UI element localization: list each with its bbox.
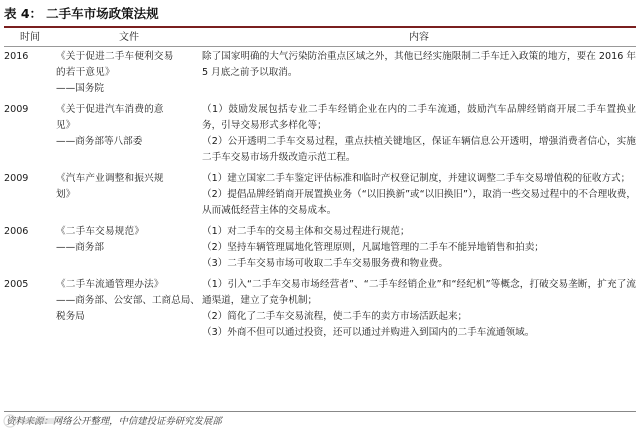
footer-divider bbox=[4, 411, 636, 412]
content-item: 除了国家明确的大气污染防治重点区域之外，其他已经实施限制二手车迁入政策的地方，要在 2016 年 5 月底之前予以取消。 bbox=[202, 51, 636, 78]
row-year: 2005 bbox=[4, 279, 29, 290]
row-document bbox=[56, 47, 202, 101]
row-year: 2006 bbox=[4, 226, 29, 237]
content-item: （1）鼓励发展包括专业二手车经销企业在内的二手车流通，鼓励汽车品牌经销商开展二手车置换业务，引导交易形式多样化等； bbox=[202, 104, 636, 131]
row-content bbox=[202, 222, 636, 275]
document-title-line: 《关于促进二手车便利交易 bbox=[56, 51, 174, 62]
row-content bbox=[202, 169, 636, 222]
content-item: （1）引入“二手车交易市场经营者”、“二手车经销企业”和“经纪机”等概念，打破交易垄断，扩充了流通渠道，建立了竞争机制； bbox=[202, 279, 636, 306]
document-title-line: 划》 bbox=[56, 189, 76, 200]
header-content: 内容 bbox=[202, 29, 636, 47]
header-year: 时间 bbox=[4, 29, 56, 47]
row-document bbox=[56, 275, 202, 344]
content-item: （2）公开透明二手车交易过程，重点扶植关键地区，保证车辆信息公开透明，增强消费者信心，实施二手车交易市场升级改造示范工程。 bbox=[202, 136, 636, 163]
table-row bbox=[4, 47, 636, 101]
row-document bbox=[56, 222, 202, 275]
row-document bbox=[56, 169, 202, 222]
row-content bbox=[202, 275, 636, 344]
document-title-line: 《关于促进汽车消费的意 bbox=[56, 104, 164, 115]
table-row bbox=[4, 222, 636, 275]
header-row bbox=[4, 29, 636, 47]
content-item: （2）简化了二手车交易流程，使二手车的卖方市场活跃起来； bbox=[202, 311, 468, 322]
row-content bbox=[202, 47, 636, 101]
document-title-line: 的若干意见》 bbox=[56, 67, 115, 78]
table-title-text: 二手车市场政策法规 bbox=[46, 6, 159, 21]
table-row bbox=[4, 275, 636, 344]
table-title bbox=[4, 4, 636, 28]
row-document bbox=[56, 100, 202, 169]
policy-table bbox=[4, 29, 636, 344]
document-title-line: 《二手车流通管理办法》 bbox=[56, 279, 164, 290]
row-year: 2009 bbox=[4, 173, 29, 184]
content-item: （1）对二手车的交易主体和交易过程进行规范； bbox=[202, 226, 410, 237]
source-note: 资料来源：网络公开整理，中信建投证券研究发展部 bbox=[6, 416, 222, 427]
document-issuer: ——商务部等八部委 bbox=[56, 136, 143, 147]
document-title-line: 《二手车交易规范》 bbox=[56, 226, 145, 237]
table-number: 表 4： bbox=[4, 6, 43, 21]
row-content bbox=[202, 100, 636, 169]
content-item: （2）坚持车辆管理属地化管理原则，凡属地管理的二手车不能异地销售和拍卖； bbox=[202, 242, 544, 253]
content-item: （3）二手车交易市场可收取二手车交易服务费和物业费。 bbox=[202, 258, 448, 269]
content-item: （1）建立国家二手车鉴定评估标准和临时产权登记制度，并建议调整二手车交易增值税的征收方式； bbox=[202, 173, 631, 184]
row-year: 2016 bbox=[4, 51, 29, 62]
content-item: （2）提倡品牌经销商开展置换业务（“以旧换新”或“以旧换旧”），取消一些交易过程中的不合理收费，从而减低经营主体的交易成本。 bbox=[202, 189, 636, 216]
table-row bbox=[4, 169, 636, 222]
document-title-line: 见》 bbox=[56, 120, 76, 131]
header-doc: 文件 bbox=[56, 29, 202, 47]
document-title-line: 《汽车产业调整和振兴规 bbox=[56, 173, 164, 184]
content-item: （3）外商不但可以通过投资，还可以通过并购进入到国内的二手车流通领域。 bbox=[202, 327, 535, 338]
table-row bbox=[4, 100, 636, 169]
document-issuer: ——商务部、公安部、工商总局、税务局 bbox=[56, 295, 200, 322]
document-issuer: ——国务院 bbox=[56, 83, 104, 94]
document-issuer: ——商务部 bbox=[56, 242, 104, 253]
row-year: 2009 bbox=[4, 104, 29, 115]
